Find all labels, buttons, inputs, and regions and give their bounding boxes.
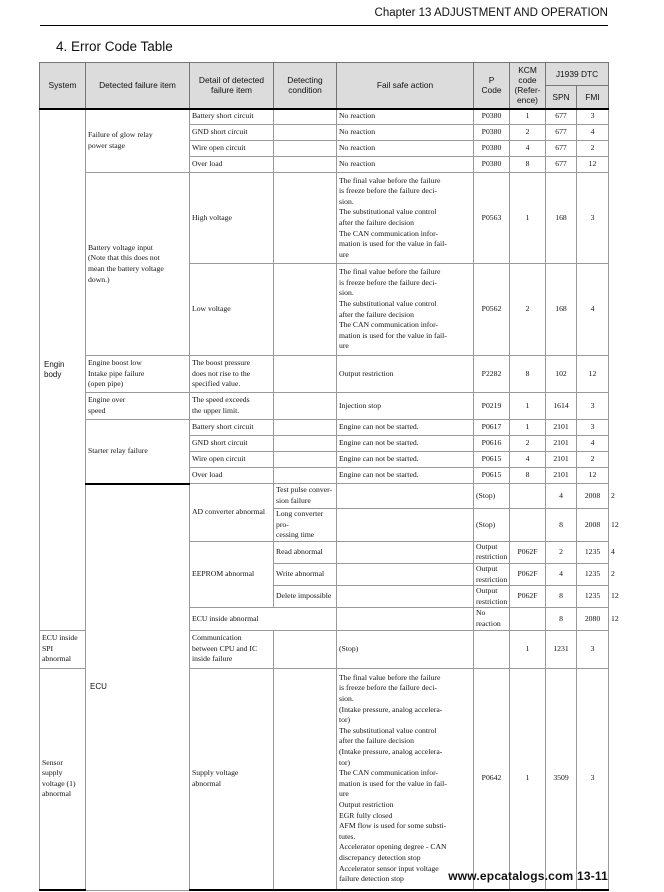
detail-cell: Over load: [190, 468, 274, 484]
fail-safe-cell: Engine can not be started.: [337, 452, 474, 468]
kcm-cell: 4: [546, 563, 577, 585]
kcm-cell: 1: [510, 173, 546, 264]
detail-cell: Wire open circuit: [190, 452, 274, 468]
fail-safe-cell: No reaction: [337, 157, 474, 173]
item-battery-voltage: Battery voltage input (Note that this does not mean the battery voltage down.): [86, 173, 190, 356]
fail-safe-cell: The final value before the failure is freeze before the failure deci- sion. The substitutional value control after the failure decision The CAN communication infor- mation is used for the value in fail- ure: [337, 264, 474, 356]
fmi-cell: 2: [577, 452, 609, 468]
condition-cell: [274, 668, 337, 890]
header-fail-safe: Fail safe action: [337, 63, 474, 109]
condition-cell: [337, 484, 474, 509]
spn-cell: 1614: [546, 393, 577, 420]
kcm-cell: 8: [510, 356, 546, 393]
detail-cell: The boost pressure does not rise to the specified value.: [190, 356, 274, 393]
condition-cell: [274, 141, 337, 157]
detail-cell: High voltage: [190, 173, 274, 264]
spn-cell: 677: [546, 125, 577, 141]
detail-cell: Battery short circuit: [190, 420, 274, 436]
spn-cell: 102: [546, 356, 577, 393]
p-code-cell: P0219: [474, 393, 510, 420]
chapter-header: Chapter 13 ADJUSTMENT AND OPERATION: [374, 7, 608, 19]
detail-cell: Delete impossible: [274, 586, 337, 608]
p-code-cell: P0616: [474, 436, 510, 452]
spn-cell: 1235: [577, 563, 609, 585]
p-code-cell: P0380: [474, 109, 510, 125]
kcm-cell: 1: [510, 668, 546, 890]
item-glow-relay: Failure of glow relay power stage: [86, 109, 190, 173]
condition-cell: [274, 436, 337, 452]
kcm-cell: 1: [510, 630, 546, 668]
p-code-cell: P0380: [474, 125, 510, 141]
p-code-cell: P0562: [474, 264, 510, 356]
spn-cell: 2080: [577, 608, 609, 630]
fail-safe-cell: Output restriction: [474, 541, 510, 563]
spn-cell: 168: [546, 264, 577, 356]
footer-watermark: www.epcatalogs.com: [448, 869, 574, 883]
detail-cell: GND short circuit: [190, 125, 274, 141]
item-engine-boost-low: Engine boost low Intake pipe failure (open pipe): [86, 356, 190, 393]
p-code-cell: P0380: [474, 157, 510, 173]
header-system: System: [40, 63, 86, 109]
p-code-cell: [510, 484, 546, 509]
fmi-cell: 3: [577, 668, 609, 890]
kcm-cell: 1: [510, 109, 546, 125]
item-starter-relay: Starter relay failure: [86, 420, 190, 484]
kcm-cell: 1: [510, 420, 546, 436]
detail-cell: Write abnormal: [274, 563, 337, 585]
fail-safe-cell: Output restriction: [474, 563, 510, 585]
condition-cell: [274, 173, 337, 264]
p-code-cell: P0563: [474, 173, 510, 264]
p-code-cell: [510, 608, 546, 630]
detail-cell: Long converter pro- cessing time: [274, 509, 337, 542]
spn-cell: 2008: [577, 509, 609, 542]
error-code-table: System Detected failure item Detail of detected failure item Detecting condition Fail safe action P Code KCM code (Refer- ence) J1939 DTC SPN FMI Engin body Failure of glow relay power stage Battery short circuit No reaction P0380 1 677 3 GND short circuit No reaction P0380 2 677 4 Wire open circuit No reaction P0380 4 677 2 Over load No reaction P0380 8 677 12 Battery voltage input (Note that this does not mean the battery voltage down.) High voltage The final value before the failure is freeze before the failure deci- sion. The substitutional value control after the failure decision The CAN communication infor- mation is used for the value in fail- ure P0563 1 168 3 Low voltage The final value before the failure is freeze before the failure deci- sion. The substitutional value control after the failure decision The CAN communication infor- mation is used for the value in fail- ure P0562 2 168 4 Engine boost low Intake pipe failure (open pipe) The boost pressure does not rise to the specified value. Output restriction P2282 8 102 12 Engine over speed The speed exceeds the upper limit. Injection stop P0219 1 1614 3 Starter relay failure Battery short circuit Engine can not be started. P0617 1 2101 3 GND short circuit Engine can not be started. P0616 2 2101 4 Wire open circuit Engine can not be started. P0615 4 2101 2 Over load Engine can not be started. P0615 8 2101 12 ECU AD converter abnormal Test pulse conver- sion failure (Stop) 4 2008 2 Long converter pro- cessing time (Stop) 8 2008 12 EEPROM abnormal Read abnormal Output restriction P062F 2 1235 4 Write abnormal Output restriction P062F 4 1235 2 Delete impossible Output restriction P062F 8 1235 12 ECU inside abnormal No reaction 8 2080 12 ECU inside SPI abnormal Communication between CPU and IC inside failure (Stop) 1 1231 3 Sensor supply voltage (1) abnormal Supply voltage abnormal The final value before the failure is freeze before the failure deci- sion. (Intake pressure, analog accelera- tor) The substitutional value control after the failure decision (Intake pressure, analog accelera- tor) The CAN communication infor- mation is used for the value in fail- ure Output restriction EGR fully closed AFM flow is used for some substi- tutes. Accelerator opening degree - CAN discrepancy detection stop Accelerator sensor input voltage failure detection stop P0642 1 3509 3: [39, 62, 609, 891]
spn-cell: 677: [546, 109, 577, 125]
kcm-cell: 4: [546, 484, 577, 509]
condition-cell: [274, 393, 337, 420]
spn-cell: 1231: [546, 630, 577, 668]
spn-cell: 2101: [546, 468, 577, 484]
condition-cell: [274, 468, 337, 484]
fmi-cell: 3: [577, 420, 609, 436]
system-ecu: ECU: [86, 484, 190, 891]
fmi-cell: 3: [577, 393, 609, 420]
kcm-cell: 8: [546, 586, 577, 608]
fail-safe-cell: Engine can not be started.: [337, 420, 474, 436]
p-code-cell: P2282: [474, 356, 510, 393]
fmi-cell: 12: [577, 356, 609, 393]
item-ad-converter: AD converter abnormal: [190, 484, 274, 542]
detail-cell: Test pulse conver- sion failure: [274, 484, 337, 509]
kcm-cell: 8: [510, 468, 546, 484]
header-detecting-condition: Detecting condition: [274, 63, 337, 109]
kcm-cell: 8: [546, 608, 577, 630]
p-code-cell: P0615: [474, 468, 510, 484]
fail-safe-cell: No reaction: [474, 608, 510, 630]
p-code-cell: P062F: [510, 563, 546, 585]
fail-safe-cell: (Stop): [474, 484, 510, 509]
fail-safe-cell: Engine can not be started.: [337, 436, 474, 452]
condition-cell: [274, 452, 337, 468]
spn-cell: 677: [546, 141, 577, 157]
fmi-cell: 12: [577, 468, 609, 484]
detail-cell: Battery short circuit: [190, 109, 274, 125]
p-code-cell: [474, 630, 510, 668]
condition-cell: [274, 356, 337, 393]
item-ecu-inside: ECU inside abnormal: [190, 608, 337, 630]
fail-safe-cell: The final value before the failure is freeze before the failure deci- sion. (Intake pressure, analog accelera- tor) The substitutional value control after the failure decision (Intake pressure, analog accelera- tor) The CAN communication infor- mation is used for the value in fail- ure Output restriction EGR fully closed AFM flow is used for some substi- tutes. Accelerator opening degree - CAN discrepancy detection stop Accelerator sensor input voltage failure detection stop: [337, 668, 474, 890]
condition-cell: [274, 125, 337, 141]
condition-cell: [337, 563, 474, 585]
kcm-cell: 8: [510, 157, 546, 173]
fmi-cell: 4: [577, 436, 609, 452]
error-code-table-container: [39, 62, 619, 891]
p-code-cell: [510, 509, 546, 542]
fail-safe-cell: Output restriction: [337, 356, 474, 393]
header-p-code: P Code: [474, 63, 510, 109]
header-kcm-code: KCM code (Refer- ence): [510, 63, 546, 109]
condition-cell: [274, 264, 337, 356]
header-rule: [40, 25, 608, 26]
condition-cell: [337, 541, 474, 563]
fmi-cell: 12: [577, 157, 609, 173]
fmi-cell: 4: [577, 264, 609, 356]
kcm-cell: 2: [546, 541, 577, 563]
detail-cell: Supply voltage abnormal: [190, 668, 274, 890]
kcm-cell: 4: [510, 452, 546, 468]
kcm-cell: 1: [510, 393, 546, 420]
condition-cell: [337, 509, 474, 542]
fmi-cell: 3: [577, 630, 609, 668]
fail-safe-cell: No reaction: [337, 141, 474, 157]
spn-cell: 3509: [546, 668, 577, 890]
spn-cell: 168: [546, 173, 577, 264]
spn-cell: 2101: [546, 452, 577, 468]
fail-safe-cell: Engine can not be started.: [337, 468, 474, 484]
condition-cell: [337, 608, 474, 630]
item-engine-over-speed: Engine over speed: [86, 393, 190, 420]
detail-cell: The speed exceeds the upper limit.: [190, 393, 274, 420]
spn-cell: 677: [546, 157, 577, 173]
condition-cell: [274, 630, 337, 668]
p-code-cell: P062F: [510, 586, 546, 608]
fail-safe-cell: (Stop): [474, 509, 510, 542]
header-detail: Detail of detected failure item: [190, 63, 274, 109]
fmi-cell: 4: [577, 125, 609, 141]
p-code-cell: P0380: [474, 141, 510, 157]
detail-cell: Read abnormal: [274, 541, 337, 563]
condition-cell: [274, 109, 337, 125]
header-spn: SPN: [546, 86, 577, 109]
spn-cell: 2101: [546, 420, 577, 436]
kcm-cell: 2: [510, 264, 546, 356]
kcm-cell: 2: [510, 125, 546, 141]
kcm-cell: 2: [510, 436, 546, 452]
section-title: 4. Error Code Table: [56, 39, 173, 54]
fail-safe-cell: (Stop): [337, 630, 474, 668]
fail-safe-cell: Output restriction: [474, 586, 510, 608]
p-code-cell: P062F: [510, 541, 546, 563]
spn-cell: 2101: [546, 436, 577, 452]
condition-cell: [274, 157, 337, 173]
footer-page-number: 13-11: [576, 869, 608, 883]
kcm-cell: 8: [546, 509, 577, 542]
item-eeprom: EEPROM abnormal: [190, 541, 274, 608]
p-code-cell: P0617: [474, 420, 510, 436]
detail-cell: GND short circuit: [190, 436, 274, 452]
fail-safe-cell: Injection stop: [337, 393, 474, 420]
header-fmi: FMI: [577, 86, 609, 109]
fail-safe-cell: No reaction: [337, 109, 474, 125]
spn-cell: 2008: [577, 484, 609, 509]
fail-safe-cell: No reaction: [337, 125, 474, 141]
p-code-cell: P0615: [474, 452, 510, 468]
fail-safe-cell: The final value before the failure is freeze before the failure deci- sion. The substitutional value control after the failure decision The CAN communication infor- mation is used for the value in fail- ure: [337, 173, 474, 264]
detail-cell: Communication between CPU and IC inside failure: [190, 630, 274, 668]
fmi-cell: 3: [577, 109, 609, 125]
spn-cell: 1235: [577, 586, 609, 608]
system-engine-body: Engin body: [40, 109, 86, 631]
item-sensor-supply-voltage: Sensor supply voltage (1) abnormal: [40, 668, 86, 890]
page-footer: [448, 869, 608, 883]
fmi-cell: 3: [577, 173, 609, 264]
detail-cell: Low voltage: [190, 264, 274, 356]
p-code-cell: P0642: [474, 668, 510, 890]
item-ecu-inside-spi: ECU inside SPI abnormal: [40, 630, 86, 668]
header-j1939: J1939 DTC: [546, 63, 609, 86]
condition-cell: [337, 586, 474, 608]
detail-cell: Over load: [190, 157, 274, 173]
condition-cell: [274, 420, 337, 436]
fmi-cell: 2: [577, 141, 609, 157]
kcm-cell: 4: [510, 141, 546, 157]
header-detected-failure-item: Detected failure item: [86, 63, 190, 109]
spn-cell: 1235: [577, 541, 609, 563]
detail-cell: Wire open circuit: [190, 141, 274, 157]
